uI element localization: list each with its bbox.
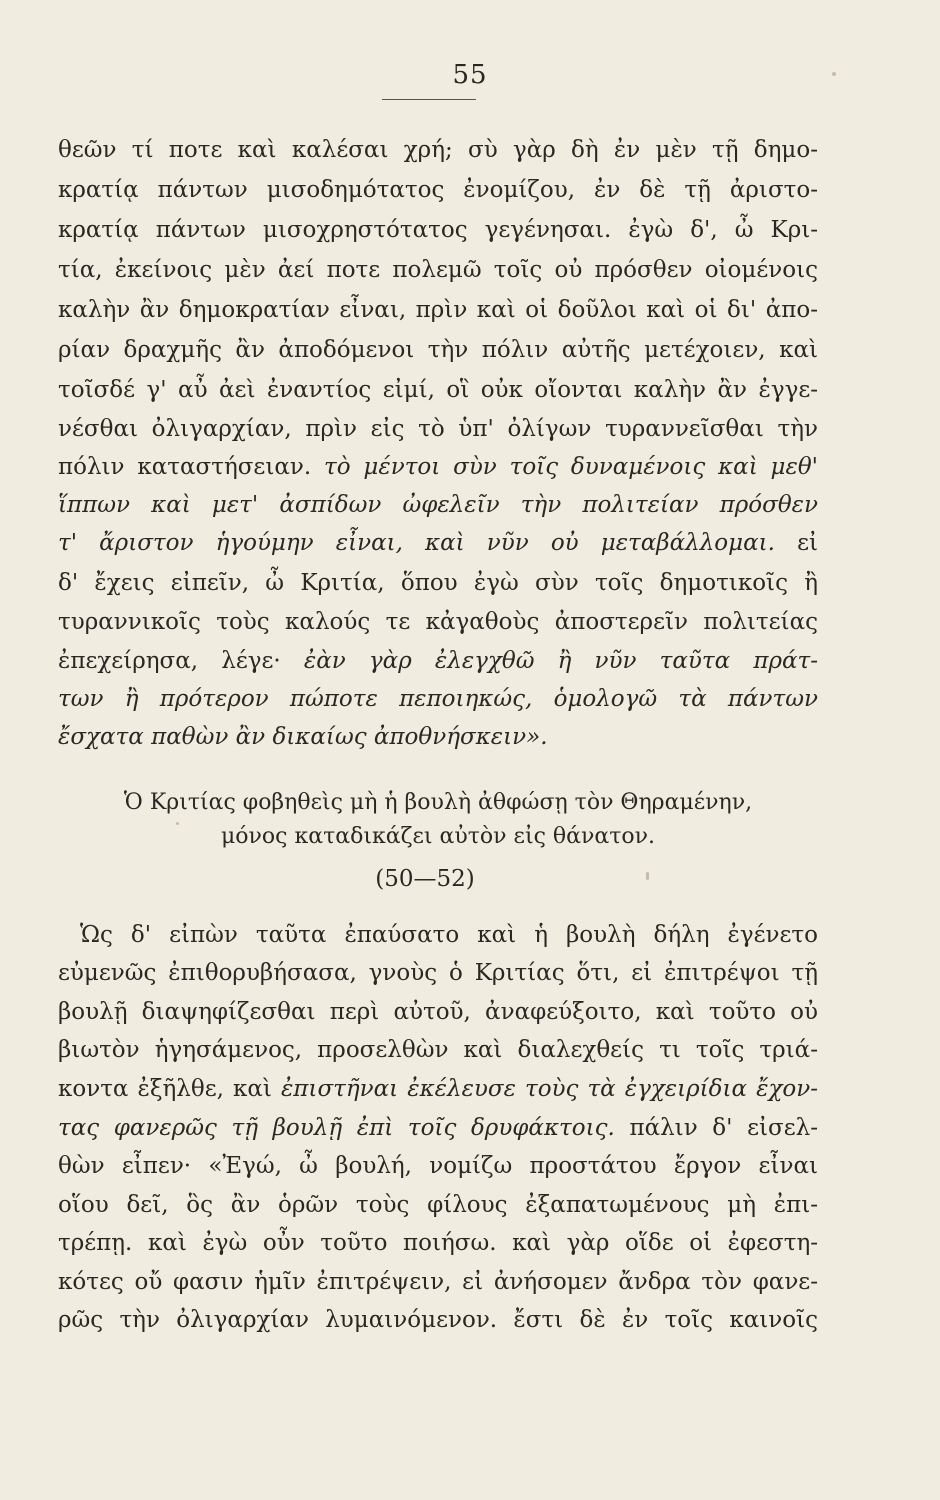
italic-text-span: τ' ἄριστον ἡγούμην εἶναι, καὶ νῦν οὐ μεταβάλλομαι. [58,530,775,556]
paper-speck [832,72,836,76]
text-line: βουλῇ διαψηφίζεσθαι περὶ αὐτοῦ, ἀναφεύξοιτο, καὶ τοῦτο οὐ [58,999,818,1025]
section-heading: Ὁ Κριτίας φοβηθεὶς μὴ ἡ βουλὴ ἀθφώσῃ τὸν Θηραμένην, [123,790,753,815]
text-line: ρῶς τὴν ὀλιγαρχίαν λυμαινόμενον. ἔστι δὲ ἐν τοῖς καινοῖς [58,1307,818,1333]
text-line: βιωτὸν ἡγησάμενος, προσελθὼν καὶ διαλεχθείς τι τοῖς τριά- [58,1037,818,1063]
text-line: κρατίᾳ πάντων μισοδημότατος ἐνομίζου, ἐν δὲ τῇ ἀριστο- [58,177,818,203]
text-line [58,490,818,520]
italic-text-span: ἔσχατα παθὼν ἂν δικαίως ἀποθνήσκειν». [58,724,548,750]
italic-text-span: ἵππων καὶ μετ' ἀσπίδων ὠφελεῖν τὴν πολιτείαν πρόσθεν [58,492,818,518]
text-line: τρέπῃ. καὶ ἐγὼ οὖν τοῦτο ποιήσω. καὶ γὰρ οἵδε οἱ ἐφεστη- [58,1230,818,1256]
text-span: πάλιν δ' εἰσελ- [629,1115,819,1141]
section-heading: μόνος καταδικάζει αὐτὸν εἰς θάνατον. [221,824,655,849]
page-number-rule [382,99,476,100]
text-line: θεῶν τί ποτε καὶ καλέσαι χρή; σὺ γὰρ δὴ ἐν μὲν τῇ δημο- [58,137,818,163]
text-line: οἵου δεῖ, ὃς ἂν ὁρῶν τοὺς φίλους ἐξαπατωμένους μὴ ἐπι- [58,1192,818,1218]
text-span: κοντα ἐξῆλθε, καὶ [58,1076,272,1102]
paper-speck [646,872,649,880]
text-line: δ' ἔχεις εἰπεῖν, ὦ Κριτία, ὅπου ἐγὼ σὺν τοῖς δημοτικοῖς ἢ [58,570,818,596]
text-line: τία, ἐκείνοις μὲν ἀεί ποτε πολεμῶ τοῖς οὐ πρόσθεν οἰομένοις [58,257,818,283]
paper-speck [176,822,179,825]
text-line: τυραννικοῖς τοὺς καλούς τε κἀγαθοὺς ἀποστερεῖν πολιτείας [58,609,818,635]
text-span: ἐπεχείρησα, λέγε· [58,648,281,674]
text-line: θὼν εἶπεν· «Ἐγώ, ὦ βουλή, νομίζω προστάτου ἔργον εἶναι [58,1153,818,1179]
text-line: ρίαν δραχμῆς ἂν ἀποδόμενοι τὴν πόλιν αὐτῆς μετέχοιεν, καὶ [58,337,818,363]
text-line: Ὡς δ' εἰπὼν ταῦτα ἐπαύσατο καὶ ἡ βουλὴ δήλη ἐγένετο [80,922,818,948]
text-line [58,452,818,482]
text-line [58,528,818,558]
text-line: τοῖσδέ γ' αὖ ἀεὶ ἐναντίος εἰμί, οἳ οὐκ οἴονται καλὴν ἂν ἐγγε- [58,377,818,403]
text-line: καλὴν ἂν δημοκρατίαν εἶναι, πρὶν καὶ οἱ δοῦλοι καὶ οἱ δι' ἀπο- [58,297,818,323]
text-line: κότες οὔ φασιν ἡμῖν ἐπιτρέψειν, εἰ ἀνήσομεν ἄνδρα τὸν φανε- [58,1269,818,1295]
section-range: (50—52) [375,866,475,892]
text-line: κρατίᾳ πάντων μισοχρηστότατος γεγένησαι. ἐγὼ δ', ὦ Κρι- [58,217,818,243]
text-line [58,1113,818,1143]
text-line [58,684,818,714]
text-span: πόλιν καταστήσειαν. [58,454,312,480]
italic-text-span: των ἢ πρότερον πώποτε πεποιηκώς, ὁμολογῶ τὰ πάντων [58,686,818,712]
text-line [58,646,818,676]
text-span: εἰ [797,530,818,556]
page-number: 55 [452,60,488,90]
italic-text-span: ἐπιστῆναι ἐκέλευσε τοὺς τὰ ἐγχειρίδια ἔχον- [280,1076,819,1102]
text-line: νέσθαι ὀλιγαρχίαν, πρὶν εἰς τὸ ὑπ' ὀλίγων τυραννεῖσθαι τὴν [58,416,818,442]
italic-text-span: τας φανερῶς τῇ βουλῇ ἐπὶ τοῖς δρυφάκτοις. [58,1115,615,1141]
text-line: εὐμενῶς ἐπιθορυβήσασα, γνοὺς ὁ Κριτίας ὅτι, εἰ ἐπιτρέψοι τῇ [58,960,818,986]
text-line [58,722,818,752]
text-line [58,1074,818,1104]
italic-text-span: τὸ μέντοι σὺν τοῖς δυναμένοις καὶ μεθ' [324,454,819,480]
italic-text-span: ἐὰν γὰρ ἐλεγχθῶ ἢ νῦν ταῦτα πράτ- [303,648,819,674]
